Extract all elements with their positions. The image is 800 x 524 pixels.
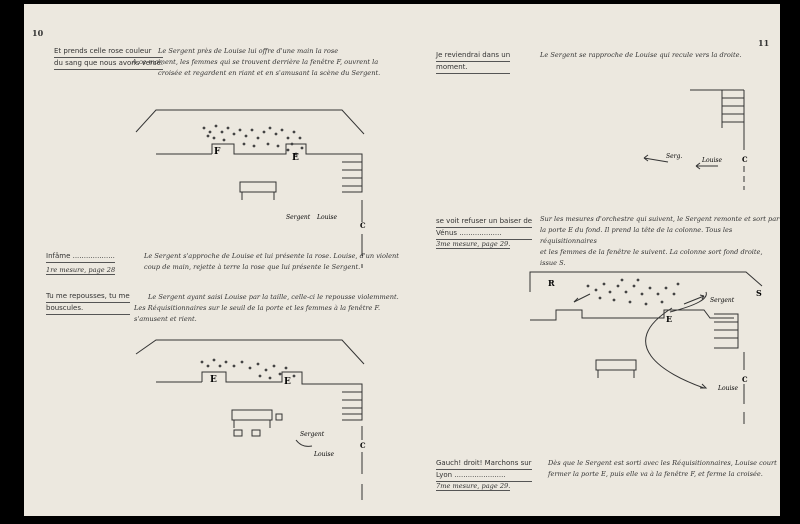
stage-direction: Sur les mesures d'orchestre qui suivent, le Sergent remonte et sort par la porte E du fond. Il prend la tête de la colonne. Tous les réquisitionnaires et les femmes de la fenêtre le suivent. La colonne sort fond droite, issue S. xyxy=(540,215,780,267)
stage-diagram-2 xyxy=(24,4,404,516)
column-label: C xyxy=(742,155,748,164)
door-label: E xyxy=(284,377,291,387)
column-label: C xyxy=(742,375,748,384)
left-page xyxy=(24,4,404,516)
page-number: 11 xyxy=(758,38,770,48)
stage-direction: Le Sergent près de Louise lui offre d'une main la rose A ce moment, les femmes qui se trouvent derrière la fenêtre F, ouvrent la croisée et regardent en riant et en s'amusant la scène du Sergent. xyxy=(132,47,381,77)
louise-label: Louise xyxy=(718,385,739,392)
cue-text: se voit refuser un baiser de Vénus ................... xyxy=(436,216,532,240)
door-label: E xyxy=(666,314,673,324)
door-label: E xyxy=(292,153,299,163)
measure-reference: 1re mesure, page 28 xyxy=(46,266,116,274)
r-label: R xyxy=(548,278,555,288)
cue-text: Infâme ................... xyxy=(46,251,115,263)
stage-diagram-4 xyxy=(404,4,780,516)
sergent-label: Serg. xyxy=(666,153,683,160)
page-number: 10 xyxy=(32,28,44,38)
cue-text: Et prends celle rose couleur du sang que nous avons versé. xyxy=(54,46,163,70)
s-label: S xyxy=(756,288,762,298)
sergent-label: Sergent xyxy=(710,297,735,304)
column-label: C xyxy=(360,221,366,230)
cue-text: Tu me repousses, tu me bouscules. xyxy=(46,291,130,315)
column-label: C xyxy=(360,441,366,450)
louise-label: Louise xyxy=(702,157,723,164)
stage-direction: Le Sergent s'approche de Louise et lui présente la rose. Louise, d'un violent coup de main, rejette à terre la rose que lui présente le Sergent. xyxy=(144,252,399,271)
louise-label: Louise xyxy=(317,214,338,221)
window-label: F xyxy=(214,147,221,157)
stage-direction: Le Sergent se rapproche de Louise qui recule vers la droite. xyxy=(540,51,742,59)
stage-direction: Le Sergent ayant saisi Louise par la taille, celle-ci le repousse violemment. Les Réquisitionnaires sur le seuil de la porte et les femmes à la fenêtre F. s'amusent et rient. xyxy=(134,293,399,323)
measure-reference: 7me mesure, page 29. xyxy=(436,482,511,490)
door-label: E xyxy=(210,375,217,385)
measure-reference: 3me mesure, page 29. xyxy=(436,240,511,248)
stage-direction: Dès que le Sergent est sorti avec les Réquisitionnaires, Louise court fermer la porte E, puis elle va à la fenêtre F, et ferme la croisée. xyxy=(548,459,777,478)
louise-label: Louise xyxy=(314,451,335,458)
sergent-label: Sergent xyxy=(286,214,311,221)
sergent-label: Sergent xyxy=(300,431,325,438)
right-page xyxy=(404,4,780,516)
cue-text: Je reviendrai dans un moment. xyxy=(436,50,510,74)
cue-text: Gauch! droit! Marchons sur Lyon ....................... xyxy=(436,458,532,482)
